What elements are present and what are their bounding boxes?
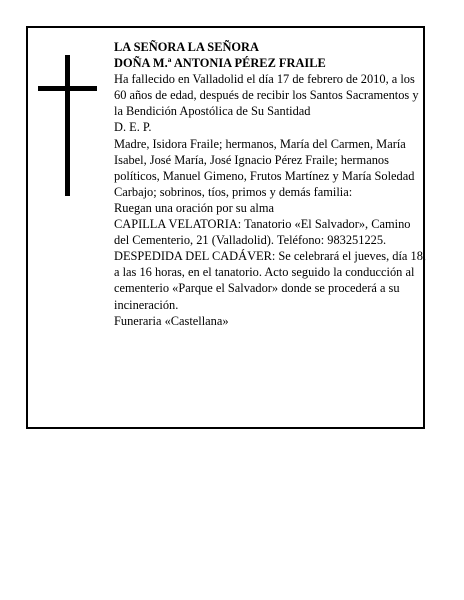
cross-horizontal-bar xyxy=(38,86,97,91)
deceased-name: DOÑA M.ª ANTONIA PÉREZ FRAILE xyxy=(114,56,326,71)
chapel-info: CAPILLA VELATORIA: Tanatorio «El Salvador», Camino del Cementerio, 21 (Valladolid). Teléfono: 983251225. xyxy=(114,217,411,248)
obituary-text xyxy=(114,39,428,329)
cross-vertical-bar xyxy=(65,55,70,196)
notice-title-line: LA SEÑORA LA SEÑORA xyxy=(114,40,259,54)
farewell-info: DESPEDIDA DEL CADÁVER: Se celebrará el jueves, día 18, a las 16 horas, en el tanatorio. Acto seguido la conducción al cementerio «Parque el Salvador» donde se procederá a su incineración. xyxy=(114,249,426,312)
rip-line: D. E. P. xyxy=(114,120,152,135)
funeral-home: Funeraria «Castellana» xyxy=(114,313,229,328)
family-list: Madre, Isidora Fraile; hermanos, María del Carmen, María Isabel, José María, José Ignacio Pérez Fraile; hermanos políticos, Manuel Gimeno, Frutos Martínez y María Soledad Carbajo; sobrinos, tíos, primos y demás familia: xyxy=(114,136,415,199)
prayer-request: Ruegan una oración por su alma xyxy=(114,200,274,215)
death-announcement: Ha fallecido en Valladolid el día 17 de febrero de 2010, a los 60 años de edad, después de recibir los Santos Sacramentos y la Bendición Apostólica de Su Santidad xyxy=(114,72,419,119)
